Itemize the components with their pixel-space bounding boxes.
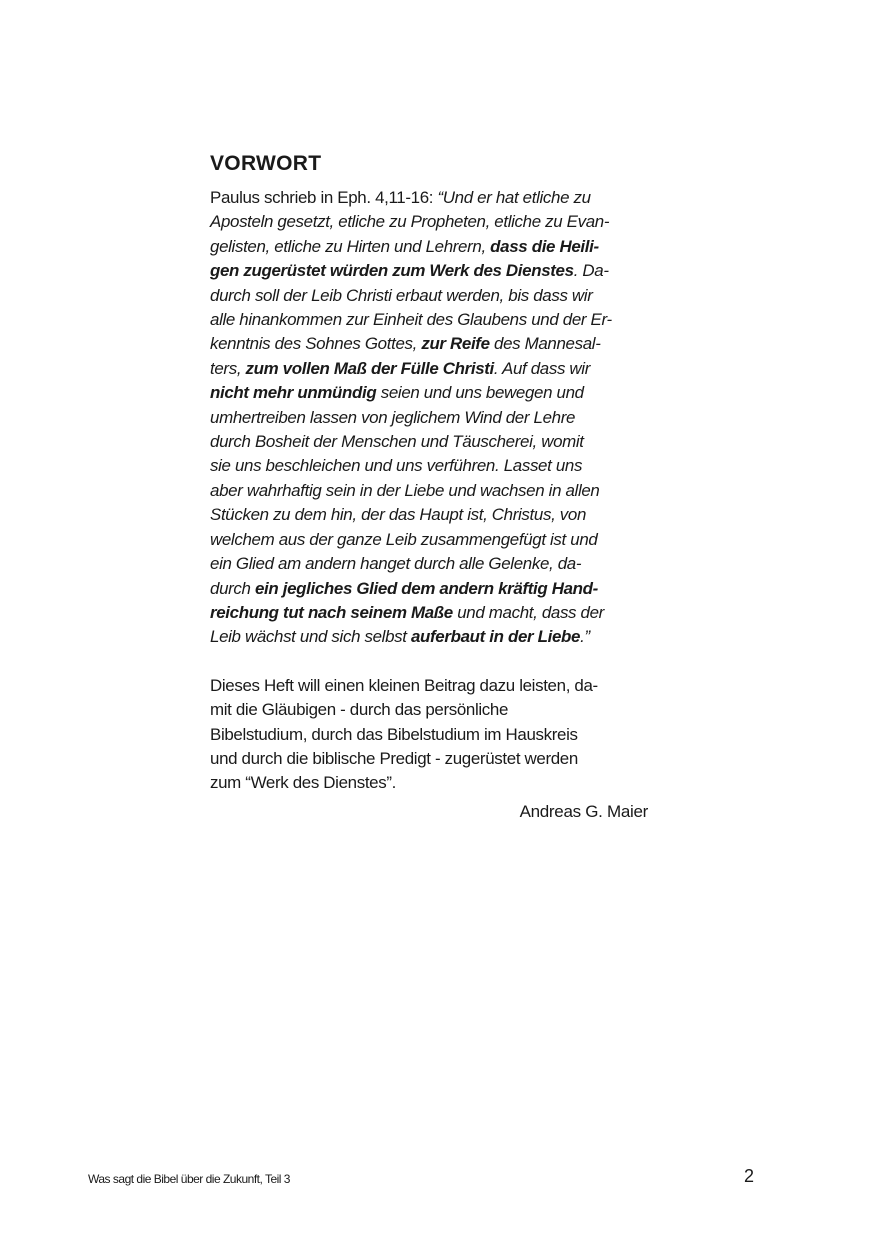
- document-body: [210, 150, 650, 824]
- text-segment: des Mannesal-: [489, 334, 601, 354]
- text-line: [210, 454, 648, 478]
- text-line: [210, 552, 648, 576]
- text-line: [210, 259, 648, 283]
- page-title: VORWORT: [210, 152, 322, 175]
- text-line: [210, 625, 648, 649]
- text-line: [210, 430, 648, 454]
- text-segment: Paulus schrieb in Eph. 4,11-16:: [210, 188, 438, 207]
- text-line: [210, 357, 648, 381]
- text-line: [210, 210, 648, 234]
- intro-paragraph: [210, 674, 650, 796]
- text-segment: . Da-: [573, 261, 609, 281]
- text-line: [210, 332, 648, 356]
- text-segment: aber wahrhaftig sein in der Liebe und wachsen in allen: [210, 480, 600, 500]
- emphasis-text: ein jegliches Glied dem andern kräftig Hand-: [254, 578, 598, 598]
- emphasis-text: auferbaut in der Liebe: [410, 627, 581, 647]
- text-line: [210, 381, 648, 405]
- text-segment: alle hinankommen zur Einheit des Glaubens und der Er-: [210, 310, 612, 330]
- text-segment: umhertreiben lassen von jeglichem Wind der Lehre: [210, 407, 576, 427]
- emphasis-text: zur Reife: [421, 334, 490, 354]
- text-segment: und macht, dass der: [452, 602, 604, 622]
- text-segment: . Auf dass wir: [493, 358, 591, 378]
- text-line: zum “Werk des Dienstes”.: [210, 773, 397, 793]
- bible-quote-paragraph: [210, 186, 650, 650]
- text-line: mit die Gläubigen - durch das persönliche: [210, 700, 509, 720]
- emphasis-text: dass die Heili-: [490, 236, 599, 256]
- text-segment: Stücken zu dem hin, der das Haupt ist, Christus, von: [210, 505, 587, 525]
- text-line: [210, 479, 648, 503]
- emphasis-text: gen zugerüstet würden zum Werk des Dienstes: [210, 261, 574, 281]
- text-line: [210, 284, 648, 308]
- page-number: 2: [744, 1166, 755, 1186]
- text-line: [210, 503, 648, 527]
- text-line: [210, 308, 648, 332]
- text-segment: durch: [210, 578, 255, 598]
- text-segment: Leib wächst und sich selbst: [210, 627, 411, 647]
- footer-title: Was sagt die Bibel über die Zukunft, Teil 3: [88, 1172, 290, 1186]
- text-segment: durch soll der Leib Christi erbaut werden, bis dass wir: [210, 285, 593, 305]
- text-line: [210, 186, 648, 210]
- emphasis-text: nicht mehr unmündig: [210, 383, 377, 403]
- text-segment: “Und er hat etliche zu: [437, 188, 591, 207]
- text-segment: gelisten, etliche zu Hirten und Lehrern,: [210, 236, 491, 256]
- text-line: [210, 235, 648, 259]
- text-segment: .”: [580, 627, 590, 647]
- text-segment: sie uns beschleichen und uns verführen. Lasset uns: [210, 456, 583, 476]
- text-segment: welchem aus der ganze Leib zusammengefügt ist und: [210, 529, 598, 549]
- text-segment: ters,: [210, 358, 246, 378]
- text-line: [210, 528, 648, 552]
- emphasis-text: reichung tut nach seinem Maße: [210, 602, 453, 622]
- text-segment: seien und uns bewegen und: [376, 383, 584, 403]
- text-line: [210, 577, 648, 601]
- text-line: [210, 406, 648, 430]
- text-line: Bibelstudium, durch das Bibelstudium im Hauskreis: [210, 724, 578, 744]
- text-segment: kenntnis des Sohnes Gottes,: [210, 334, 422, 354]
- text-segment: Aposteln gesetzt, etliche zu Propheten, etliche zu Evan-: [210, 212, 610, 232]
- text-line: Dieses Heft will einen kleinen Beitrag dazu leisten, da-: [210, 675, 598, 695]
- author-signature: Andreas G. Maier: [519, 801, 648, 821]
- text-segment: durch Bosheit der Menschen und Täuscherei, womit: [210, 432, 584, 452]
- text-segment: ein Glied am andern hanget durch alle Gelenke, da-: [210, 554, 582, 574]
- text-line: und durch die biblische Predigt - zugerüstet werden: [210, 748, 578, 768]
- text-line: [210, 601, 648, 625]
- emphasis-text: zum vollen Maß der Fülle Christi: [245, 358, 494, 378]
- paragraph-spacer: [210, 650, 650, 674]
